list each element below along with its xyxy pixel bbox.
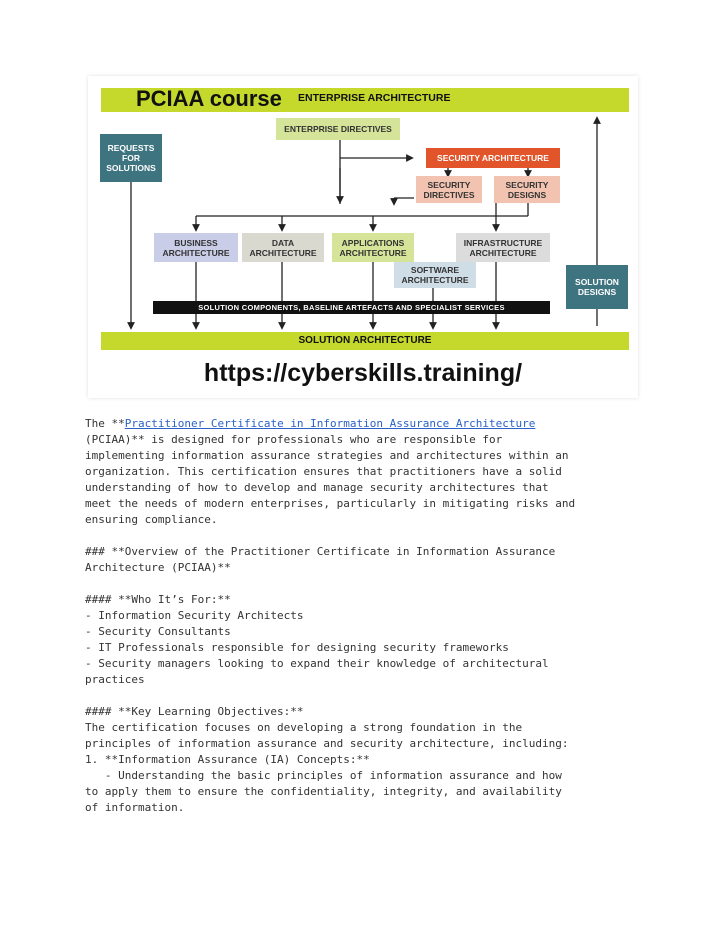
overview-heading: ### **Overview of the Practitioner Certificate in Information Assurance Architecture (PCIAA)** <box>85 545 556 574</box>
security-architecture-box: SECURITY ARCHITECTURE <box>426 148 560 168</box>
intro-prefix: The ** <box>85 417 125 430</box>
enterprise-architecture-title: ENTERPRISE ARCHITECTURE <box>298 92 451 104</box>
software-architecture-box: SOFTWARE ARCHITECTURE <box>394 262 476 288</box>
intro-paragraph <box>85 416 645 528</box>
course-title: PCIAA course <box>136 86 282 111</box>
who-item: - Information Security Architects <box>85 609 304 622</box>
who-item: - Security managers looking to expand their knowledge of architectural practices <box>85 657 549 686</box>
course-banner-image <box>88 76 638 398</box>
solution-components-bar: SOLUTION COMPONENTS, BASELINE ARTEFACTS AND SPECIALIST SERVICES <box>153 301 550 314</box>
who-item: - Security Consultants <box>85 625 231 638</box>
pciaa-link[interactable]: Practitioner Certificate in Information Assurance Architecture <box>124 417 536 430</box>
applications-architecture-box: APPLICATIONS ARCHITECTURE <box>332 233 414 262</box>
solution-designs-box: SOLUTION DESIGNS <box>566 265 628 309</box>
intro-rest: (PCIAA)** is designed for professionals who are responsible for implementing information assurance strategies and architectures within an organization. This certification ensures that practitioners have a solid understanding of how to develop and manage security architectures that meet the needs of modern enterprises, particularly in mitigating risks and ensuring compliance. <box>85 433 576 526</box>
objective-1-title: 1. **Information Assurance (IA) Concepts:** <box>85 753 370 766</box>
document-body <box>85 416 645 816</box>
data-architecture-box: DATA ARCHITECTURE <box>242 233 324 262</box>
security-designs-box: SECURITY DESIGNS <box>494 176 560 203</box>
requests-for-solutions-box: REQUESTS FOR SOLUTIONS <box>100 134 162 182</box>
objective-1-detail: - Understanding the basic principles of information assurance and how to apply them to ensure the confidentiality, integrity, and availability of information. <box>85 769 562 814</box>
who-heading: #### **Who It’s For:** <box>85 593 231 606</box>
enterprise-directives-box: ENTERPRISE DIRECTIVES <box>276 118 400 140</box>
objectives-heading: #### **Key Learning Objectives:** <box>85 705 304 718</box>
business-architecture-box: BUSINESS ARCHITECTURE <box>154 233 238 262</box>
security-directives-box: SECURITY DIRECTIVES <box>416 176 482 203</box>
banner-url: https://cyberskills.training/ <box>203 359 523 387</box>
who-item: - IT Professionals responsible for designing security frameworks <box>85 641 509 654</box>
solution-architecture-title: SOLUTION ARCHITECTURE <box>298 335 432 346</box>
infrastructure-architecture-box: INFRASTRUCTURE ARCHITECTURE <box>456 233 550 262</box>
objectives-intro: The certification focuses on developing a strong foundation in the principles of information assurance and security architecture, including: <box>85 721 569 750</box>
